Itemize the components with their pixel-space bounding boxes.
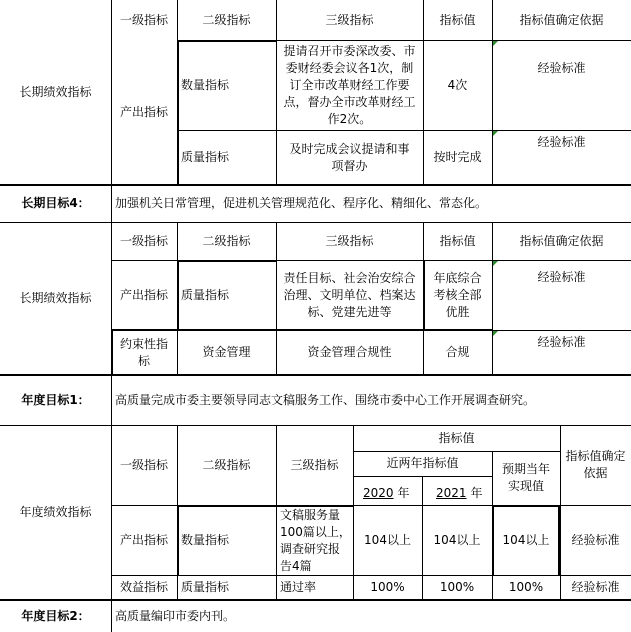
header-level1: 一级指标 — [119, 457, 168, 472]
grid-line — [276, 505, 353, 507]
header-level2: 二级指标 — [202, 233, 251, 248]
cell-marker — [493, 261, 498, 266]
grid-line — [111, 600, 112, 632]
header-expected: 预期当年实现值 — [502, 462, 551, 493]
grid-line — [492, 505, 494, 575]
grid-line — [276, 222, 277, 375]
level3-text: 责任目标、社会治安综合治理、文明单位、档案达标、党建先进等 — [283, 270, 416, 319]
grid-line — [0, 425, 631, 426]
cell-marker — [493, 331, 498, 336]
goal-text: 高质量编印市委内刊。 — [115, 608, 236, 623]
basis-cell: 经验标准 — [537, 135, 586, 149]
header-level1: 一级指标 — [119, 233, 168, 248]
header-basis: 指标值确定依据 — [519, 233, 604, 248]
level3-text: 资金管理合规性 — [307, 345, 392, 359]
grid-line — [177, 40, 276, 42]
basis-cell: 经验标准 — [571, 580, 620, 594]
goal-text: 高质量完成市委主要领导同志文稿服务工作、围绕市委中心工作开展调查研究。 — [115, 392, 536, 407]
grid-line — [353, 451, 560, 452]
grid-line — [492, 0, 493, 185]
grid-line — [111, 185, 112, 222]
grid-line — [492, 330, 631, 331]
grid-line — [111, 0, 112, 185]
grid-line — [0, 374, 631, 376]
header-level3: 三级指标 — [290, 457, 339, 472]
cell-marker — [493, 131, 498, 136]
grid-line — [492, 222, 493, 375]
goal-label: 年度目标1： — [21, 392, 90, 407]
level2-funds: 资金管理 — [202, 345, 251, 359]
header-level3: 三级指标 — [325, 233, 374, 248]
header-value: 指标值 — [439, 233, 476, 248]
header-basis: 指标值确定依据 — [519, 12, 604, 27]
header-value-group: 指标值 — [438, 430, 475, 445]
level1-output: 产出指标 — [119, 105, 168, 119]
basis-cell: 经验标准 — [537, 270, 586, 284]
grid-line — [423, 0, 424, 185]
basis-cell: 经验标准 — [571, 532, 620, 547]
level3-text: 通过率 — [280, 580, 317, 594]
grid-line — [177, 260, 276, 262]
level2-quality: 质量指标 — [181, 580, 230, 594]
grid-line — [558, 505, 560, 575]
level3-text: 提请召开市委深改委、市委财经委会议各1次，制订全市改革财经工作要点，督办全市改革财经工作2次。 — [283, 43, 416, 126]
grid-line — [177, 505, 179, 575]
basis-cell: 经验标准 — [537, 61, 586, 75]
goal-text: 加强机关日常管理，促进机关管理规范化、程序化、精细化、常态化。 — [115, 196, 488, 210]
level2-quantity: 数量指标 — [181, 77, 230, 92]
grid-line — [276, 0, 277, 185]
header-level2: 二级指标 — [202, 457, 251, 472]
value-expected: 100% — [508, 580, 544, 594]
cell-marker — [493, 41, 498, 46]
goal-label: 长期目标4： — [21, 196, 90, 210]
header-value: 指标值 — [439, 12, 476, 27]
basis-cell: 经验标准 — [537, 335, 586, 349]
year-2021: 2021 年 — [436, 485, 483, 500]
grid-line — [353, 476, 492, 477]
level2-quality: 质量指标 — [181, 287, 230, 302]
section-title-longterm-1: 长期绩效指标 — [19, 85, 92, 99]
value-cell: 按时完成 — [433, 150, 482, 164]
grid-line — [560, 425, 561, 600]
header-level3: 三级指标 — [325, 12, 374, 27]
section-title-longterm-2: 长期绩效指标 — [19, 291, 92, 305]
grid-line — [492, 505, 560, 507]
grid-line — [177, 260, 179, 330]
header-level2: 二级指标 — [202, 12, 251, 27]
level1-output: 产出指标 — [119, 287, 168, 302]
grid-line — [111, 425, 112, 600]
value-2021: 100% — [439, 580, 475, 594]
value-2020: 100% — [370, 580, 405, 594]
grid-line — [0, 184, 631, 186]
level3-text: 文稿服务量100篇以上，调查研究报告4篇 — [280, 508, 351, 573]
level3-text: 及时完成会议提请和事项督办 — [289, 141, 410, 173]
value-2021: 104以上 — [433, 532, 481, 547]
goal-label: 年度目标2： — [21, 608, 90, 623]
grid-line — [276, 425, 277, 600]
value-expected: 104以上 — [502, 532, 550, 547]
level2-quantity: 数量指标 — [181, 532, 230, 547]
grid-line — [423, 260, 425, 330]
level1-output: 产出指标 — [119, 532, 168, 547]
header-level1: 一级指标 — [119, 12, 168, 27]
section-title-annual: 年度绩效指标 — [19, 505, 92, 519]
value-cell: 年底综合考核全部优胜 — [433, 270, 482, 319]
grid-line — [177, 40, 179, 185]
value-2020: 104以上 — [364, 532, 411, 547]
header-recent-years: 近两年指标值 — [386, 456, 459, 470]
value-cell: 4次 — [447, 77, 468, 92]
grid-line — [177, 505, 276, 507]
grid-line — [422, 476, 423, 600]
grid-line — [111, 329, 492, 331]
grid-line — [0, 599, 631, 601]
level2-quality: 质量指标 — [181, 150, 230, 164]
grid-line — [0, 222, 631, 223]
header-basis: 指标值确定依据 — [565, 449, 626, 480]
level1-benefit: 效益指标 — [119, 580, 168, 594]
grid-line — [111, 575, 631, 576]
year-2020: 2020 年 — [363, 485, 410, 500]
grid-line — [111, 375, 112, 425]
grid-line — [177, 130, 631, 131]
level1-constraint: 约束性指标 — [119, 336, 168, 368]
value-cell: 合规 — [445, 345, 470, 359]
grid-line — [111, 330, 113, 375]
